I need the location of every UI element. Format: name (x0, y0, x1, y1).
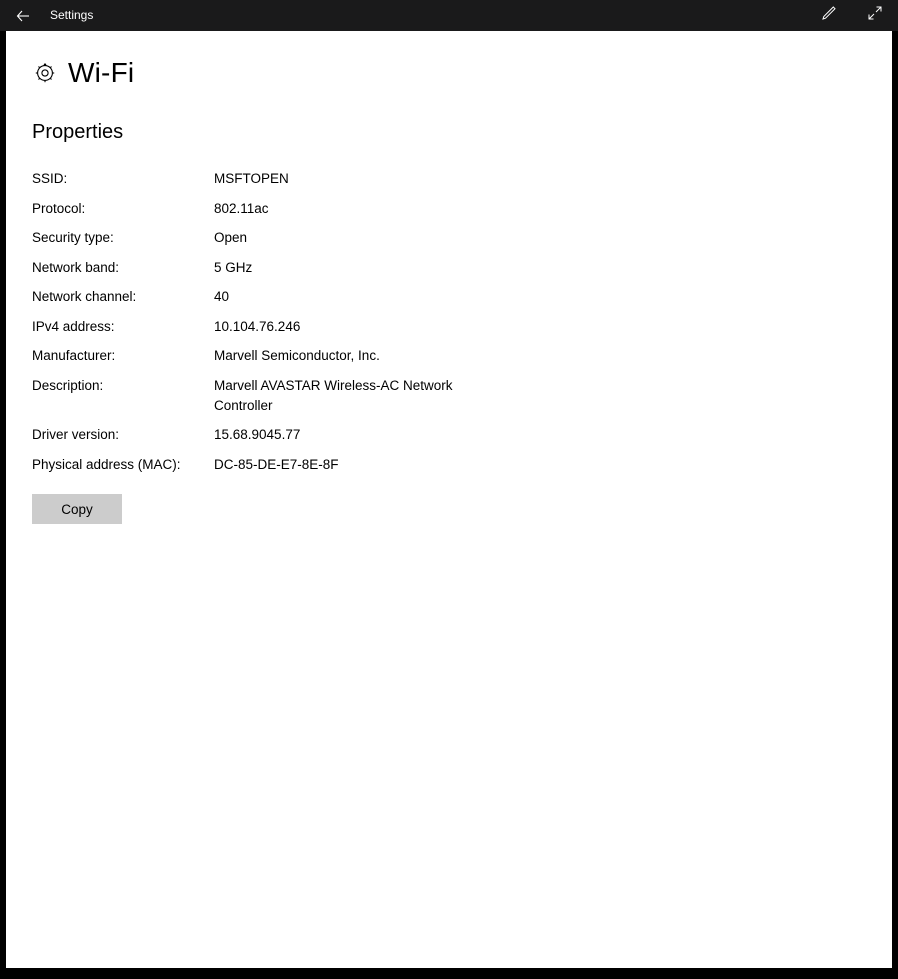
property-label: IPv4 address: (32, 318, 115, 334)
property-row (32, 346, 732, 366)
property-row (32, 228, 732, 248)
expand-button[interactable] (852, 0, 898, 31)
property-label: Security type: (32, 230, 114, 245)
page-header (32, 57, 134, 89)
property-value: 40 (214, 289, 230, 304)
expand-icon (866, 4, 884, 27)
title-bar (0, 0, 898, 31)
property-label: Physical address (MAC): (32, 456, 181, 472)
property-label: Network band: (32, 259, 120, 275)
properties-list (32, 169, 732, 484)
property-value: Marvell AVASTAR Wireless-AC Network Controller (214, 377, 453, 413)
property-value: Open (214, 230, 248, 245)
pen-button[interactable] (806, 0, 852, 31)
window-title: Settings (50, 8, 94, 22)
property-value: 15.68.9045.77 (214, 427, 301, 442)
property-row (32, 425, 732, 445)
copy-button[interactable]: Copy (32, 494, 122, 524)
property-label: Network channel: (32, 289, 137, 304)
section-title-properties: Properties (32, 121, 124, 143)
property-label: Driver version: (32, 427, 120, 442)
property-label: SSID: (32, 171, 68, 186)
property-row (32, 455, 732, 475)
back-button[interactable] (0, 0, 46, 31)
property-label: Description: (32, 377, 104, 393)
property-label: Protocol: (32, 200, 86, 216)
settings-content (6, 31, 892, 968)
property-row (32, 258, 732, 278)
property-value: Marvell Semiconductor, Inc. (214, 348, 380, 363)
property-row (32, 376, 732, 416)
property-label: Manufacturer: (32, 348, 116, 363)
property-value: 5 GHz (214, 259, 253, 275)
property-row (32, 199, 732, 219)
property-row (32, 317, 732, 337)
back-arrow-icon (15, 8, 31, 24)
gear-icon (32, 60, 58, 86)
property-value: MSFTOPEN (214, 171, 289, 186)
page-title: Wi-Fi (68, 57, 135, 88)
pen-icon (820, 4, 838, 27)
property-value: 802.11ac (214, 200, 269, 216)
property-value: 10.104.76.246 (214, 318, 301, 334)
property-row (32, 169, 732, 189)
property-row (32, 287, 732, 307)
property-value: DC-85-DE-E7-8E-8F (214, 456, 339, 472)
